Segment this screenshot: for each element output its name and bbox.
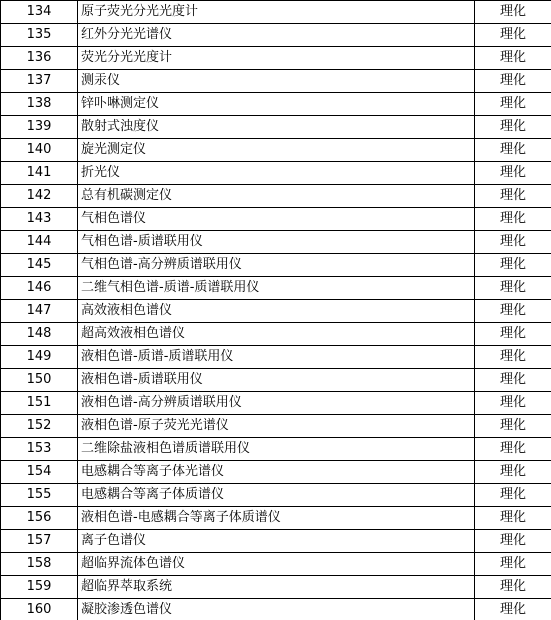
category-cell: 理化 — [475, 1, 551, 24]
row-number-cell: 146 — [1, 277, 78, 300]
category-cell: 理化 — [475, 231, 551, 254]
instrument-name-cell: 散射式浊度仪 — [78, 116, 475, 139]
row-number-cell: 145 — [1, 254, 78, 277]
row-number-cell: 135 — [1, 24, 78, 47]
row-number-cell: 154 — [1, 461, 78, 484]
table-row — [1, 392, 551, 415]
category-cell: 理化 — [475, 530, 551, 553]
row-number-cell: 150 — [1, 369, 78, 392]
category-cell: 理化 — [475, 116, 551, 139]
instrument-name-cell: 液相色谱-高分辨质谱联用仪 — [78, 392, 475, 415]
instrument-table-body — [1, 1, 551, 620]
category-cell: 理化 — [475, 484, 551, 507]
row-number-cell: 136 — [1, 47, 78, 70]
category-cell: 理化 — [475, 438, 551, 461]
category-cell: 理化 — [475, 392, 551, 415]
table-row — [1, 277, 551, 300]
category-cell: 理化 — [475, 553, 551, 576]
instrument-name-cell: 二维气相色谱-质谱-质谱联用仪 — [78, 277, 475, 300]
instrument-name-cell: 电感耦合等离子体质谱仪 — [78, 484, 475, 507]
table-row — [1, 369, 551, 392]
instrument-name-cell: 气相色谱-质谱联用仪 — [78, 231, 475, 254]
table-row — [1, 530, 551, 553]
row-number-cell: 134 — [1, 1, 78, 24]
instrument-name-cell: 凝胶渗透色谱仪 — [78, 599, 475, 620]
row-number-cell: 148 — [1, 323, 78, 346]
table-row — [1, 70, 551, 93]
category-cell: 理化 — [475, 254, 551, 277]
table-row — [1, 185, 551, 208]
row-number-cell: 141 — [1, 162, 78, 185]
instrument-name-cell: 液相色谱-质谱联用仪 — [78, 369, 475, 392]
category-cell: 理化 — [475, 185, 551, 208]
table-row — [1, 438, 551, 461]
row-number-cell: 151 — [1, 392, 78, 415]
instrument-name-cell: 电感耦合等离子体光谱仪 — [78, 461, 475, 484]
instrument-name-cell: 气相色谱-高分辨质谱联用仪 — [78, 254, 475, 277]
table-row — [1, 93, 551, 116]
instrument-name-cell: 离子色谱仪 — [78, 530, 475, 553]
table-row — [1, 415, 551, 438]
row-number-cell: 138 — [1, 93, 78, 116]
table-row — [1, 254, 551, 277]
table-row — [1, 300, 551, 323]
table-row — [1, 484, 551, 507]
row-number-cell: 139 — [1, 116, 78, 139]
table-row — [1, 461, 551, 484]
row-number-cell: 155 — [1, 484, 78, 507]
table-row — [1, 553, 551, 576]
row-number-cell: 140 — [1, 139, 78, 162]
category-cell: 理化 — [475, 576, 551, 599]
instrument-name-cell: 二维除盐液相色谱质谱联用仪 — [78, 438, 475, 461]
table-row — [1, 576, 551, 599]
category-cell: 理化 — [475, 599, 551, 620]
category-cell: 理化 — [475, 507, 551, 530]
instrument-name-cell: 总有机碳测定仪 — [78, 185, 475, 208]
row-number-cell: 143 — [1, 208, 78, 231]
row-number-cell: 153 — [1, 438, 78, 461]
table-row — [1, 599, 551, 620]
instrument-name-cell: 原子荧光分光光度计 — [78, 1, 475, 24]
instrument-name-cell: 液相色谱-电感耦合等离子体质谱仪 — [78, 507, 475, 530]
instrument-name-cell: 测汞仪 — [78, 70, 475, 93]
category-cell: 理化 — [475, 415, 551, 438]
instrument-name-cell: 高效液相色谱仪 — [78, 300, 475, 323]
row-number-cell: 159 — [1, 576, 78, 599]
category-cell: 理化 — [475, 70, 551, 93]
category-cell: 理化 — [475, 24, 551, 47]
table-row — [1, 24, 551, 47]
category-cell: 理化 — [475, 139, 551, 162]
instrument-name-cell: 气相色谱仪 — [78, 208, 475, 231]
category-cell: 理化 — [475, 208, 551, 231]
instrument-name-cell: 荧光分光光度计 — [78, 47, 475, 70]
row-number-cell: 144 — [1, 231, 78, 254]
table-row — [1, 116, 551, 139]
table-row — [1, 47, 551, 70]
row-number-cell: 157 — [1, 530, 78, 553]
category-cell: 理化 — [475, 277, 551, 300]
category-cell: 理化 — [475, 323, 551, 346]
table-row — [1, 346, 551, 369]
instrument-name-cell: 液相色谱-原子荧光光谱仪 — [78, 415, 475, 438]
instrument-name-cell: 液相色谱-质谱-质谱联用仪 — [78, 346, 475, 369]
instrument-name-cell: 超临界萃取系统 — [78, 576, 475, 599]
category-cell: 理化 — [475, 346, 551, 369]
instrument-name-cell: 旋光测定仪 — [78, 139, 475, 162]
category-cell: 理化 — [475, 369, 551, 392]
category-cell: 理化 — [475, 93, 551, 116]
row-number-cell: 149 — [1, 346, 78, 369]
table-row — [1, 139, 551, 162]
instrument-name-cell: 超高效液相色谱仪 — [78, 323, 475, 346]
row-number-cell: 160 — [1, 599, 78, 620]
row-number-cell: 137 — [1, 70, 78, 93]
instrument-name-cell: 折光仪 — [78, 162, 475, 185]
row-number-cell: 158 — [1, 553, 78, 576]
row-number-cell: 156 — [1, 507, 78, 530]
row-number-cell: 142 — [1, 185, 78, 208]
category-cell: 理化 — [475, 162, 551, 185]
category-cell: 理化 — [475, 300, 551, 323]
category-cell: 理化 — [475, 461, 551, 484]
instrument-name-cell: 锌卟啉测定仪 — [78, 93, 475, 116]
instrument-name-cell: 超临界流体色谱仪 — [78, 553, 475, 576]
table-row — [1, 208, 551, 231]
row-number-cell: 152 — [1, 415, 78, 438]
instrument-name-cell: 红外分光光谱仪 — [78, 24, 475, 47]
table-row — [1, 1, 551, 24]
row-number-cell: 147 — [1, 300, 78, 323]
category-cell: 理化 — [475, 47, 551, 70]
table-row — [1, 323, 551, 346]
table-row — [1, 507, 551, 530]
table-row — [1, 231, 551, 254]
table-row — [1, 162, 551, 185]
